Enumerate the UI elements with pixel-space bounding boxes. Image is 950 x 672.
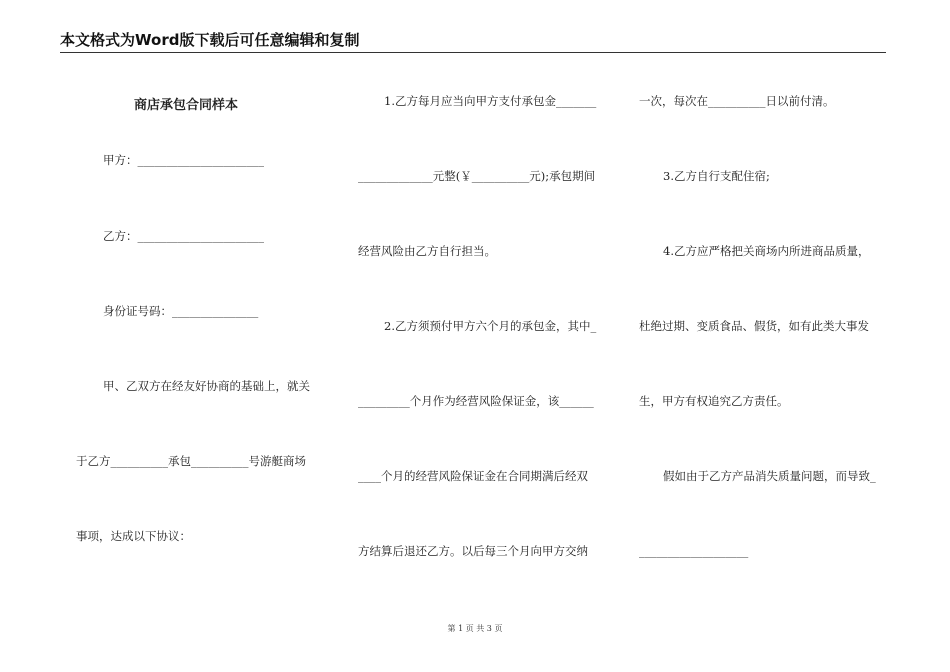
clause-1-line: 1.乙方每月应当向甲方支付承包金_______ xyxy=(384,94,597,108)
clause-2-refund-line: ____个月的经营风险保证金在合同期满后经双 xyxy=(358,469,588,483)
download-notice-header: 本文格式为Word版下载后可任意编辑和复制 xyxy=(60,31,360,49)
clause-2-line: 2.乙方须预付甲方六个月的承包金，其中_ xyxy=(384,319,597,333)
payment-deadline-line: 一次，每次在__________日以前付清。 xyxy=(639,94,835,108)
agreement-intro-line: 甲、乙双方在经友好协商的基础上，就关 xyxy=(103,379,310,393)
party-b-line: 乙方：______________________ xyxy=(103,229,264,243)
clause-4-liability-line: 生，甲方有权追究乙方责任。 xyxy=(639,394,789,408)
agreement-conclusion-line: 事项，达成以下协议： xyxy=(76,529,191,543)
clause-1-amount-line: _____________元整(￥__________元);承包期间 xyxy=(358,169,596,183)
document-title: 商店承包合同样本 xyxy=(134,98,239,113)
id-number-line: 身份证号码：_______________ xyxy=(103,304,259,318)
party-a-line: 甲方：______________________ xyxy=(103,153,264,167)
quality-issue-line: 假如由于乙方产品消失质量问题，而导致_ xyxy=(663,469,876,483)
clause-2-deposit-line: _________个月作为经营风险保证金，该______ xyxy=(358,394,594,408)
quality-issue-blank-line: ___________________ xyxy=(639,544,749,558)
header-divider xyxy=(60,52,886,53)
clause-2-payment-line: 方结算后退还乙方。以后每三个月向甲方交纳 xyxy=(358,544,588,558)
agreement-subject-line: 于乙方__________承包__________号游艇商场 xyxy=(76,454,306,468)
clause-3-line: 3.乙方自行支配住宿; xyxy=(663,169,770,183)
page-number: 第 1 页 共 3 页 xyxy=(447,624,503,633)
clause-4-line: 4.乙方应严格把关商场内所进商品质量， xyxy=(663,244,870,258)
clause-1-risk-line: 经营风险由乙方自行担当。 xyxy=(358,244,496,258)
clause-4-detail-line: 杜绝过期、变质食品、假货，如有此类大事发 xyxy=(639,319,869,333)
